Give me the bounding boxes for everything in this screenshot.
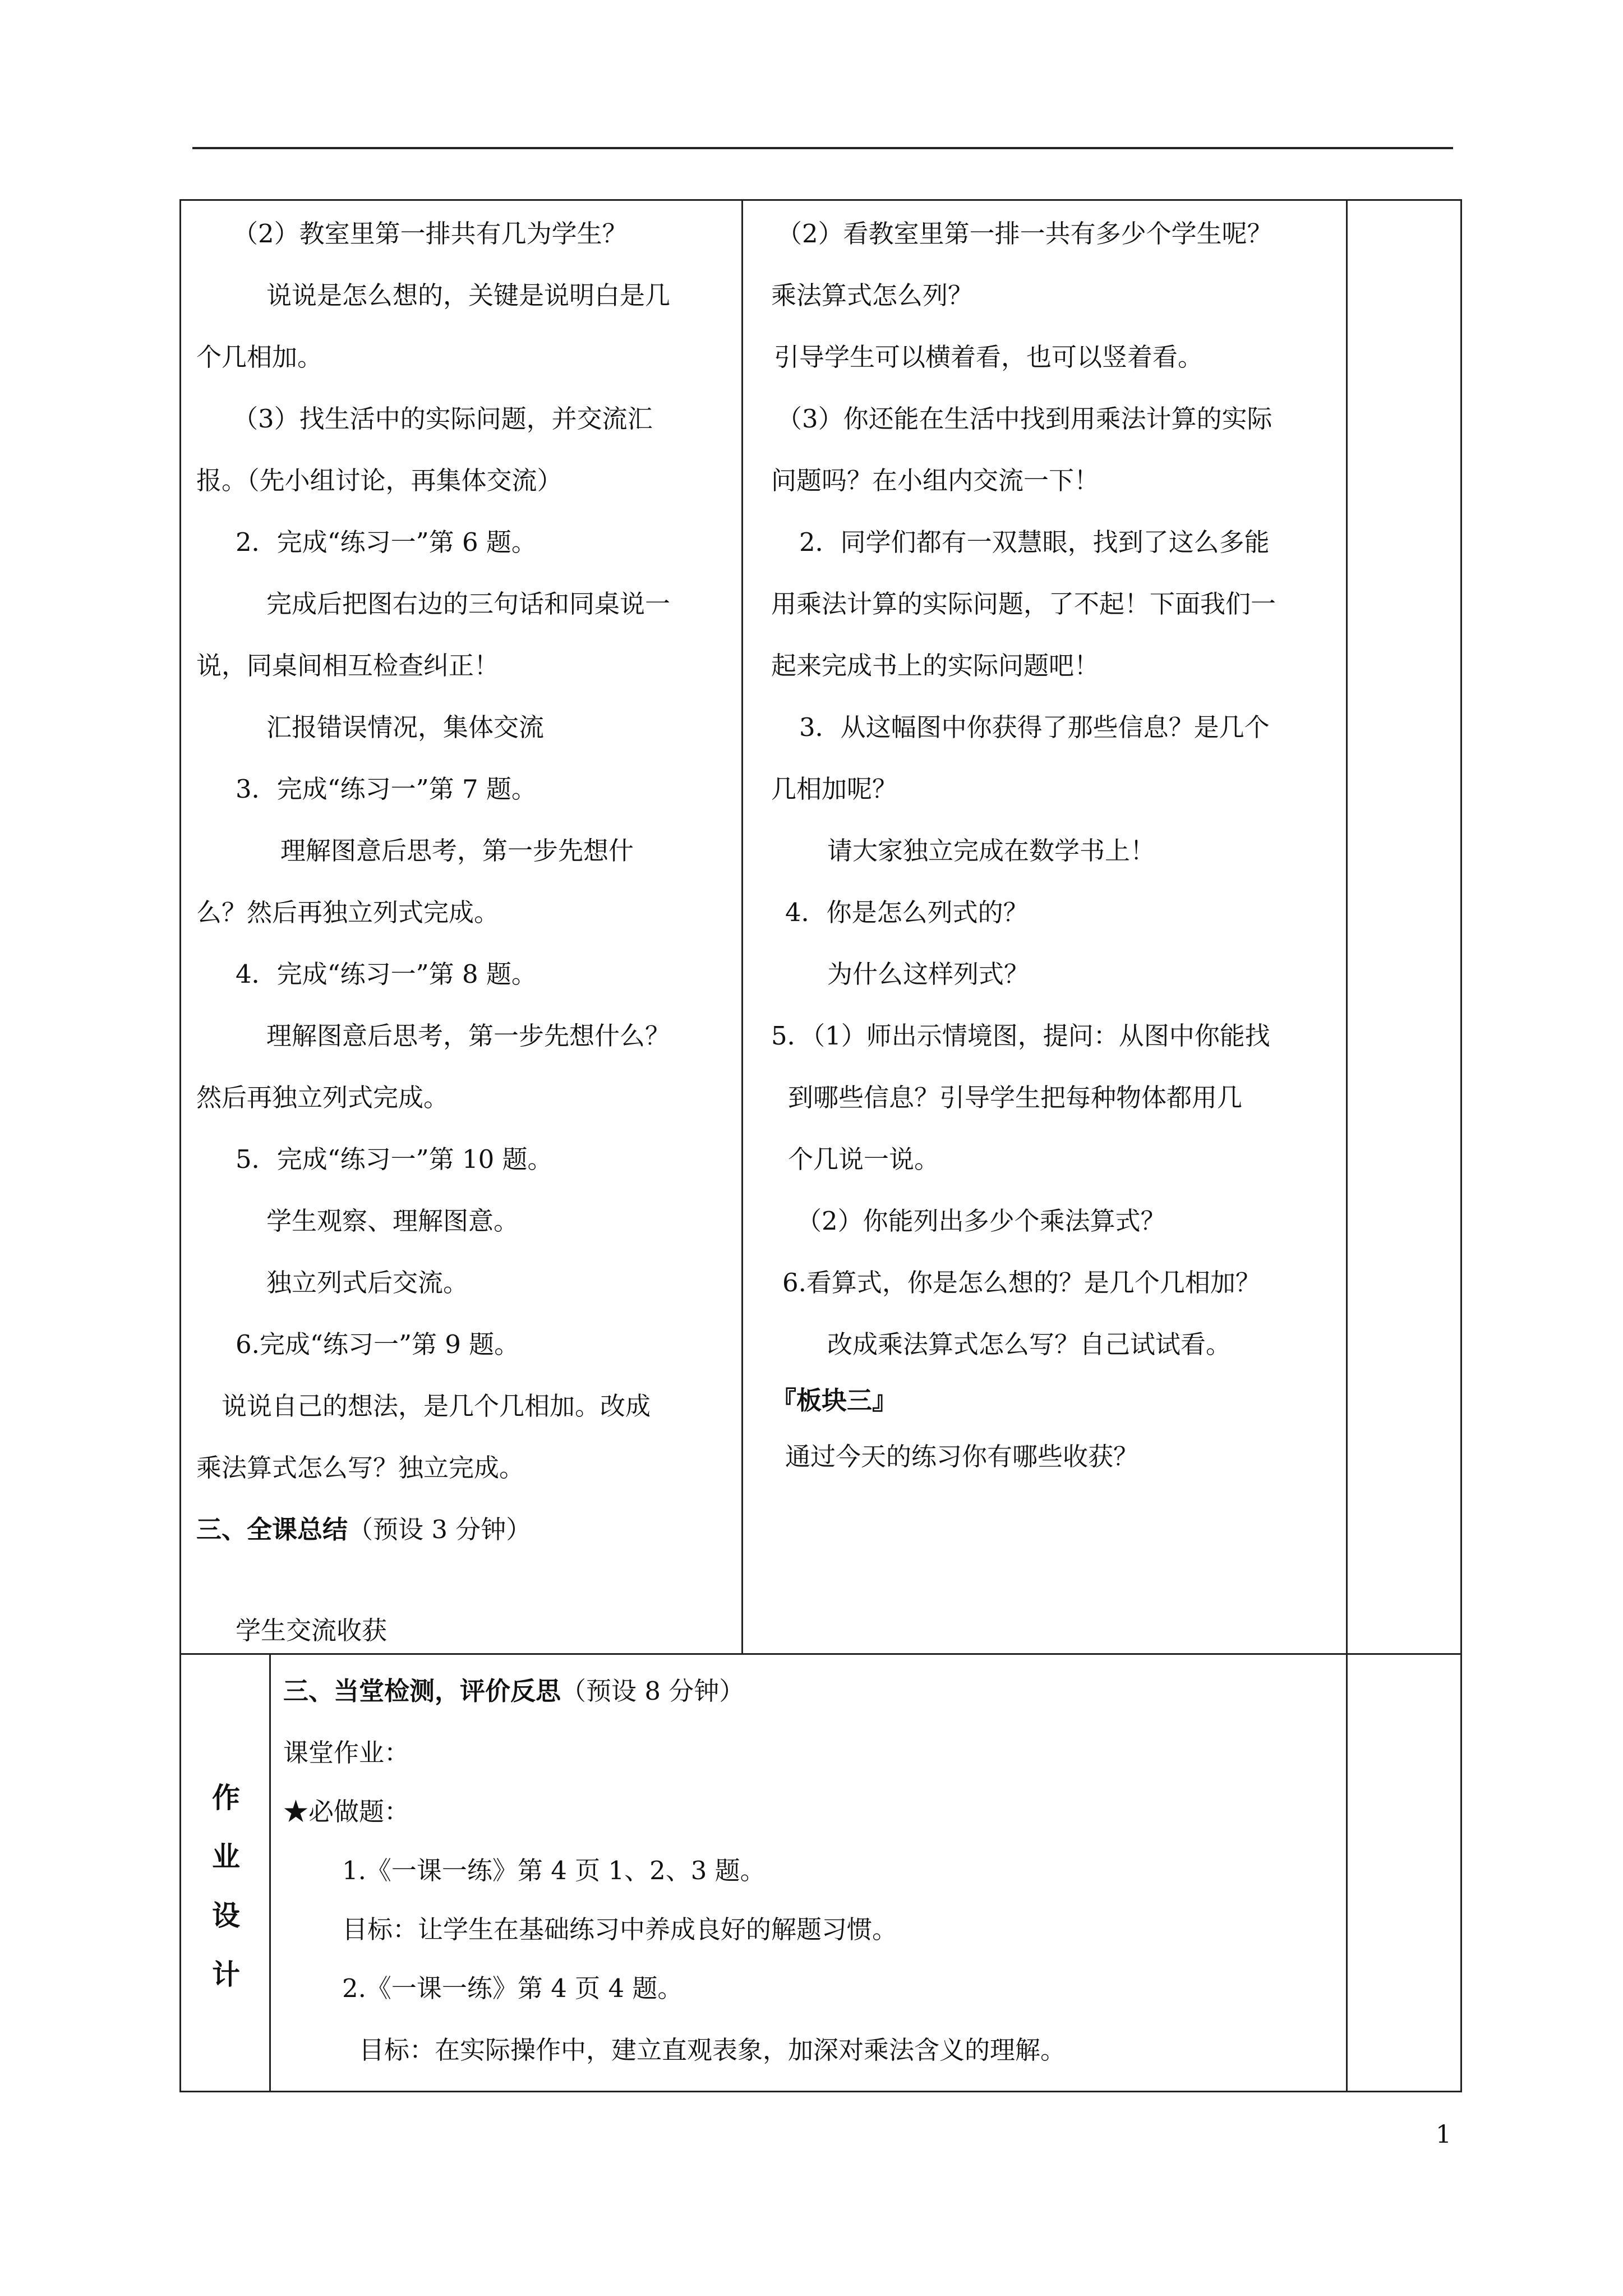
page-number: 1 (1436, 2120, 1451, 2149)
text-line: 6.看算式，你是怎么想的？是几个几相加？ (782, 1268, 1261, 1297)
text-line: 几相加呢？ (771, 774, 898, 804)
homework-label-char: 计 (212, 1958, 240, 1991)
text-line: 用乘法计算的实际问题，了不起！下面我们一 (771, 589, 1276, 619)
section-heading (196, 1513, 531, 1547)
text-line: 改成乘法算式怎么写？自己试试看。 (827, 1329, 1232, 1359)
homework-label-char: 设 (212, 1899, 240, 1932)
section-title: 三、全课总结 (196, 1515, 348, 1544)
section-duration: （预设 3 分钟） (348, 1515, 532, 1544)
text-line: 5．（1）师出示情境图，提问：从图中你能找 (771, 1021, 1270, 1051)
header-rule (192, 147, 1453, 149)
text-line: 课堂作业： (283, 1738, 410, 1768)
text-line: 起来完成书上的实际问题吧！ (771, 651, 1100, 680)
text-line: 理解图意后思考，第一步先想什么？ (266, 1021, 671, 1051)
text-line: 个几相加。 (196, 342, 323, 372)
text-line: 学生观察、理解图意。 (266, 1206, 519, 1236)
text-line: 1.《一课一练》第 4 页 1、2、3 题。 (342, 1856, 766, 1885)
text-line: 完成后把图右边的三句话和同桌说一 (266, 589, 671, 619)
text-line: 3．从这幅图中你获得了那些信息？是几个 (799, 712, 1270, 742)
text-line: 汇报错误情况，集体交流 (266, 712, 545, 742)
text-line: 问题吗？在小组内交流一下！ (771, 466, 1100, 495)
text-line: 学生交流收获 (236, 1616, 388, 1645)
homework-label-char: 业 (212, 1840, 240, 1873)
homework-label-char: 作 (212, 1781, 240, 1814)
text-line: 3．完成“练习一”第 7 题。 (236, 774, 537, 804)
text-line: 请大家独立完成在数学书上！ (827, 836, 1156, 866)
text-line: 么？然后再独立列式完成。 (196, 898, 500, 927)
text-line: 独立列式后交流。 (266, 1268, 469, 1297)
text-line: （2）你能列出多少个乘法算式？ (796, 1206, 1166, 1236)
homework-heading (283, 1674, 744, 1708)
text-line: 理解图意后思考，第一步先想什 (280, 836, 634, 866)
text-line: ★必做题： (283, 1797, 410, 1826)
text-line: 目标：让学生在基础练习中养成良好的解题习惯。 (342, 1915, 898, 1944)
text-line: 为什么这样列式？ (827, 959, 1030, 989)
column-divider (1346, 1653, 1348, 2092)
text-line: （2）教室里第一排共有几为学生？ (233, 219, 628, 249)
text-line: 说说自己的想法，是几个几相加。改成 (222, 1391, 651, 1421)
text-line: 4．完成“练习一”第 8 题。 (236, 959, 537, 989)
text-line: （3）你还能在生活中找到用乘法计算的实际 (777, 404, 1272, 434)
text-line: 到哪些信息？引导学生把每种物体都用几 (788, 1083, 1243, 1112)
text-line: 乘法算式怎么写？独立完成。 (196, 1453, 525, 1483)
block-heading: 『板块三』 (771, 1386, 898, 1415)
text-line: 然后再独立列式完成。 (196, 1083, 449, 1112)
text-line: 说说是怎么想的，关键是说明白是几 (266, 280, 671, 310)
text-line: （2）看教室里第一排一共有多少个学生呢？ (777, 219, 1272, 249)
text-line: 2．完成“练习一”第 6 题。 (236, 527, 537, 557)
text-line: （3）找生活中的实际问题，并交流汇 (233, 404, 653, 434)
text-line: 通过今天的练习你有哪些收获？ (785, 1442, 1139, 1471)
text-line: 说，同桌间相互检查纠正！ (196, 651, 500, 680)
column-divider (1346, 199, 1348, 1655)
text-line: 报。（先小组讨论，再集体交流） (196, 466, 562, 495)
text-line: 4．你是怎么列式的？ (785, 898, 1029, 927)
text-line: 2.《一课一练》第 4 页 4 题。 (342, 1973, 683, 2003)
text-line: 2．同学们都有一双慧眼，找到了这么多能 (799, 527, 1270, 557)
homework-duration: （预设 8 分钟） (561, 1676, 745, 1706)
text-line: 乘法算式怎么列？ (771, 280, 974, 310)
text-line: 目标：在实际操作中，建立直观表象，加深对乘法含义的理解。 (359, 2035, 1066, 2065)
text-line: 个几说一说。 (788, 1144, 940, 1174)
homework-title: 三、当堂检测，评价反思 (283, 1676, 561, 1706)
text-line: 引导学生可以横着看，也可以竖着看。 (774, 342, 1204, 372)
text-line: 5．完成“练习一”第 10 题。 (236, 1144, 553, 1174)
column-divider (741, 199, 743, 1655)
text-line: 6.完成“练习一”第 9 题。 (236, 1329, 520, 1359)
